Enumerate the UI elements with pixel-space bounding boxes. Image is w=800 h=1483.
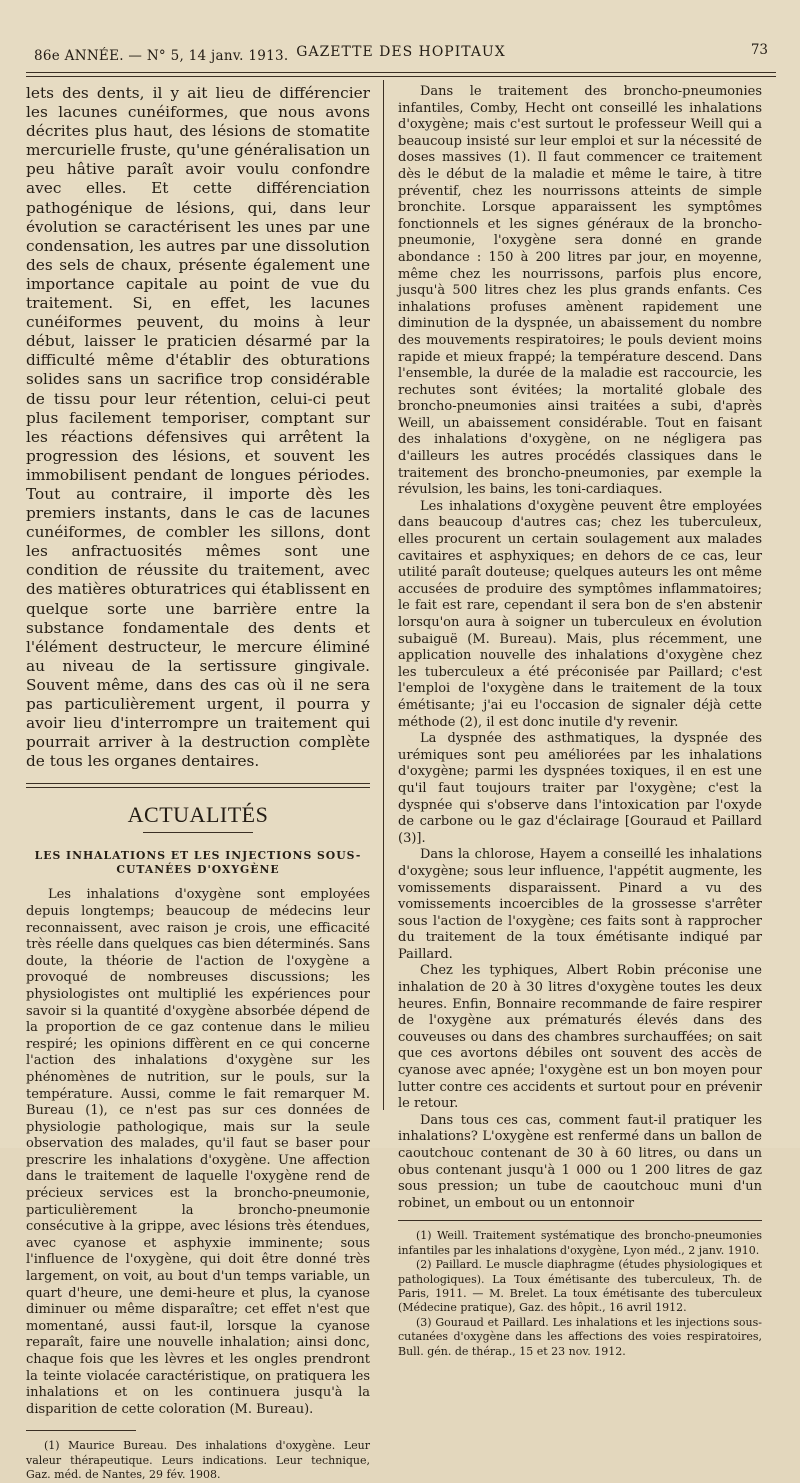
column-divider <box>383 80 384 1110</box>
section-title-underline <box>143 832 253 833</box>
section-title: ACTUALITÉS <box>127 802 269 828</box>
body-paragraph: Chez les typhiques, Albert Robin préconise une inhalation de 20 à 30 litres d'oxygène toutes les deux heures. Enfin, Bonnaire recommande de faire respirer de l'oxygène aux prématurés élevés dans des couveuses ou dans des chambres surchauffées; on sait que ces avortons débiles ont souvent des accès de cyanose avec apnée; l'oxygène est un bon moyen pour lutter contre ces accidents et surtout pour en prévenir le retour. <box>398 963 762 1112</box>
page-header <box>26 38 776 62</box>
body-paragraph: Dans la chlorose, Hayem a conseillé les inhalations d'oxygène; sous leur influence, l'appétit augmente, les vomissements disparaissent. Pinard a vu des vomissements incoercibles de la grossesse s'arrêter sous l'action de l'oxygène; ces faits sont à rapprocher du traitement de la toux émétisante indiqué par Paillard. <box>398 847 762 962</box>
footnote: (1) Maurice Bureau. Des inhalations d'oxygène. Leur valeur thérapeutique. Leurs indications. Leur technique, Gaz. méd. de Nantes, 29 fév. 1908. <box>26 1439 370 1482</box>
body-paragraph: Dans le traitement des broncho-pneumonies infantiles, Comby, Hecht ont conseillé les inhalations d'oxygène; mais c'est surtout le professeur Weill qui a beaucoup insisté sur leur emploi et sur la nécessité de doses massives (1). Il faut commencer ce traitement dès le début de la maladie et même le taire, à titre préventif, chez les nourrissons atteints de simple bronchite. Lorsque apparaissent les symptômes fonctionnels et les signes généraux de la broncho-pneumonie, l'oxygène sera donné en grande abondance : 150 à 200 litres par jour, en moyenne, même chez les nourrissons, parfois plus encore, jusqu'à 500 litres chez les plus grands enfants. Ces inhalations profuses amènent rapidement une diminution de la dyspnée, un abaissement du nombre des mouvements respiratoires; le pouls devient moins rapide et mieux frappé; la température descend. Dans l'ensemble, la durée de la maladie est raccourcie, les rechutes sont évitées; la mortalité globale des broncho-pneumonies ainsi traitées a subi, d'après Weill, un abaissement considérable. Tout en faisant des inhalations d'oxygène, on ne négligera pas d'ailleurs les autres procédés classiques dans le traitement des broncho-pneumonies, par exemple la révulsion, les bains, les toni-cardiaques. <box>398 84 762 498</box>
footnote-rule <box>26 1430 136 1431</box>
article-title: LES INHALATIONS ET LES INJECTIONS SOUS-CUTANÉES D'OXYGÈNE <box>34 849 362 877</box>
right-column <box>398 84 762 1359</box>
intro-paragraph: lets des dents, il y ait lieu de différencier les lacunes cunéiformes, que nous avons décrites plus haut, des lésions de stomatite mercurielle fruste, qu'une généralisation un peu hâtive paraît avoir voulu confondre avec elles. Et cette différenciation pathogénique de lésions, qui, dans leur évolution se caractérisent les unes par une condensation, les autres par une dissolution des sels de chaux, présente également une importance capitale au point de vue du traitement. Si, en effet, les lacunes cunéiformes peuvent, du moins à leur début, laisser le praticien désarmé par la difficulté même d'établir des obturations solides sans un sacrifice trop considérable de tissu pour leur rétention, celui-ci peut plus facilement temporiser, comptant sur les réactions défensives qui arrêtent la progression des lésions, et souvent les immobilisent pendant de longues périodes. Tout au contraire, il importe dès les premiers instants, dans le cas de lacunes cunéiformes, de combler les sillons, dont les anfractuosités mêmes sont une condition de réussite du traitement, avec des matières obturatrices qui établissent en quelque sorte une barrière entre la substance fondamentale des dents et l'élément destructeur, le mercure éliminé au niveau de la sertissure gingivale. Souvent même, dans des cas où il ne sera pas particulièrement urgent, il pourra y avoir lieu d'interrompre un traitement qui pourrait arriver à la destruction complète de tous les organes dentaires. <box>26 84 370 771</box>
section-separator <box>26 783 370 788</box>
page-number: 73 <box>750 42 768 58</box>
article-paragraph: Les inhalations d'oxygène sont employées depuis longtemps; beaucoup de médecins leur reconnaissent, avec raison je crois, une efficacité très réelle dans quelques cas bien déterminés. Sans doute, la théorie de l'action de l'oxygène a provoqué de nombreuses discussions; les physiologistes ont multiplié les expériences pour savoir si la quantité d'oxygène absorbée dépend de la proportion de ce gaz contenue dans le milieu respiré; les opinions diffèrent en ce qui concerne l'action des inhalations d'oxygène sur les phénomènes de nutrition, sur le pouls, sur la température. Aussi, comme le fait remarquer M. Bureau (1), ce n'est pas sur ces données de physiologie pathologique, mais sur la seule observation des malades, qu'il faut se baser pour prescrire les inhalations d'oxygène. Une affection dans le traitement de laquelle l'oxygène rend de précieux services est la broncho-pneumonie, particulièrement la broncho-pneumonie consécutive à la grippe, avec lésions très étendues, avec cyanose et asphyxie imminente; sous l'influence de l'oxygène, qui doit être donné très largement, on voit, au bout d'un temps variable, un quart d'heure, une demi-heure et plus, la cyanose diminuer ou même disparaître; cet effet n'est que momentané, aussi faut-il, lorsque la cyanose reparaît, faire une nouvelle inhalation; ainsi donc, chaque fois que les lèvres et les ongles prendront la teinte violacée caractéristique, on pratiquera les inhalations et on les continuera jusqu'à la disparition de cette coloration (M. Bureau). <box>26 887 370 1417</box>
left-column <box>26 84 370 1483</box>
body-paragraph: La dyspnée des asthmatiques, la dyspnée des urémiques sont peu améliorées par les inhalations d'oxygène; parmi les dyspnées toxiques, il en est une qu'il faut toujours traiter par l'oxygène; c'est la dyspnée qui s'observe dans l'intoxication par l'oxyde de carbone ou le gaz d'éclairage [Gouraud et Paillard (3)]. <box>398 731 762 846</box>
header-rule-thin <box>26 76 776 77</box>
journal-title: GAZETTE DES HOPITAUX <box>296 44 506 60</box>
header-rule <box>26 72 776 73</box>
issue-info: 86e ANNÉE. — N° 5, 14 janv. 1913. <box>34 48 289 64</box>
footnote: (3) Gouraud et Paillard. Les inhalations et les injections sous-cutanées d'oxygène dans les affections des voies respiratoires, Bull. gén. de thérap., 15 et 23 nov. 1912. <box>398 1315 762 1358</box>
footnote-rule <box>398 1220 762 1221</box>
body-paragraph: Les inhalations d'oxygène peuvent être employées dans beaucoup d'autres cas; chez les tuberculeux, elles procurent un certain soulagement aux malades cavitaires et asphyxiques; en dehors de ce cas, leur utilité paraît douteuse; quelques auteurs les ont même accusées de produire des symptômes inflammatoires; le fait est rare, cependant il sera bon de s'en abstenir lorsqu'on aura à soigner un tuberculeux en évolution subaiguë (M. Bureau). Mais, plus récemment, une application nouvelle des inhalations d'oxygène chez les tuberculeux a été préconisée par Paillard; c'est l'emploi de l'oxygène dans le traitement de la toux émétisante; j'ai eu l'occasion de signaler déjà cette méthode (2), il est donc inutile d'y revenir. <box>398 498 762 730</box>
body-paragraph: Dans tous ces cas, comment faut-il pratiquer les inhalations? L'oxygène est renfermé dans un ballon de caoutchouc contenant de 30 à 60 litres, ou dans un obus contenant jusqu'à 1 000 ou 1 200 litres de gaz sous pression; un tube de caoutchouc muni d'un robinet, un embout ou un entonnoir <box>398 1112 762 1211</box>
footnote: (1) Weill. Traitement systématique des broncho-pneumonies infantiles par les inhalations d'oxygène, Lyon méd., 2 janv. 1910. <box>398 1229 762 1257</box>
footnote: (2) Paillard. Le muscle diaphragme (études physiologiques et pathologiques). La Toux émétisante des tuberculeux, Th. de Paris, 1911. — M. Brelet. La toux émétisante des tuberculeux (Médecine pratique), Gaz. des hôpit., 16 avril 1912. <box>398 1258 762 1315</box>
